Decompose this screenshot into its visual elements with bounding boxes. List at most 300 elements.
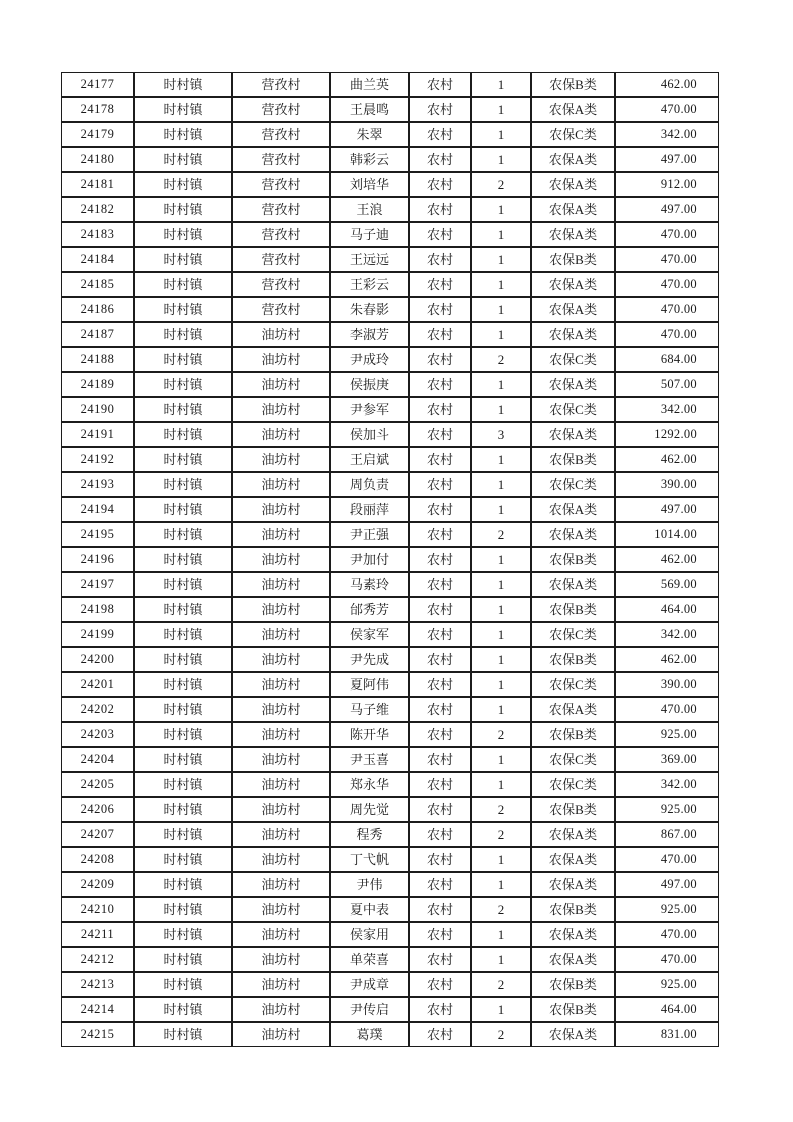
cell-name: 尹伟 xyxy=(330,872,409,897)
table-row xyxy=(61,922,719,947)
cell-count: 1 xyxy=(471,122,531,147)
cell-amount: 507.00 xyxy=(615,372,719,397)
table-row xyxy=(61,347,719,372)
cell-name: 夏中表 xyxy=(330,897,409,922)
cell-count: 1 xyxy=(471,472,531,497)
table-row xyxy=(61,797,719,822)
cell-residence: 农村 xyxy=(409,897,471,922)
cell-id: 24201 xyxy=(61,672,134,697)
cell-id: 24193 xyxy=(61,472,134,497)
cell-category: 农保A类 xyxy=(531,697,615,722)
cell-residence: 农村 xyxy=(409,672,471,697)
cell-town: 时村镇 xyxy=(134,747,232,772)
cell-residence: 农村 xyxy=(409,347,471,372)
cell-town: 时村镇 xyxy=(134,622,232,647)
table-row xyxy=(61,522,719,547)
cell-town: 时村镇 xyxy=(134,247,232,272)
cell-town: 时村镇 xyxy=(134,647,232,672)
table-row xyxy=(61,547,719,572)
cell-name: 尹正强 xyxy=(330,522,409,547)
cell-town: 时村镇 xyxy=(134,797,232,822)
cell-village: 油坊村 xyxy=(232,397,330,422)
cell-category: 农保B类 xyxy=(531,647,615,672)
cell-id: 24215 xyxy=(61,1022,134,1047)
cell-count: 1 xyxy=(471,272,531,297)
cell-town: 时村镇 xyxy=(134,97,232,122)
cell-name: 朱翠 xyxy=(330,122,409,147)
cell-town: 时村镇 xyxy=(134,472,232,497)
cell-town: 时村镇 xyxy=(134,197,232,222)
cell-count: 1 xyxy=(471,447,531,472)
cell-id: 24214 xyxy=(61,997,134,1022)
cell-name: 侯家用 xyxy=(330,922,409,947)
cell-town: 时村镇 xyxy=(134,722,232,747)
table-row xyxy=(61,422,719,447)
cell-residence: 农村 xyxy=(409,547,471,572)
cell-name: 郑永华 xyxy=(330,772,409,797)
cell-town: 时村镇 xyxy=(134,447,232,472)
cell-name: 程秀 xyxy=(330,822,409,847)
cell-residence: 农村 xyxy=(409,147,471,172)
cell-residence: 农村 xyxy=(409,772,471,797)
cell-village: 油坊村 xyxy=(232,1022,330,1047)
cell-residence: 农村 xyxy=(409,722,471,747)
cell-count: 1 xyxy=(471,147,531,172)
cell-amount: 497.00 xyxy=(615,872,719,897)
cell-village: 营孜村 xyxy=(232,272,330,297)
cell-residence: 农村 xyxy=(409,497,471,522)
cell-category: 农保A类 xyxy=(531,222,615,247)
cell-name: 尹加付 xyxy=(330,547,409,572)
cell-town: 时村镇 xyxy=(134,947,232,972)
table-row xyxy=(61,397,719,422)
cell-town: 时村镇 xyxy=(134,572,232,597)
cell-id: 24203 xyxy=(61,722,134,747)
cell-name: 王浪 xyxy=(330,197,409,222)
cell-residence: 农村 xyxy=(409,622,471,647)
cell-category: 农保A类 xyxy=(531,497,615,522)
table-row xyxy=(61,247,719,272)
cell-category: 农保A类 xyxy=(531,422,615,447)
cell-village: 营孜村 xyxy=(232,297,330,322)
cell-amount: 470.00 xyxy=(615,697,719,722)
cell-residence: 农村 xyxy=(409,997,471,1022)
cell-village: 油坊村 xyxy=(232,872,330,897)
cell-category: 农保C类 xyxy=(531,622,615,647)
cell-residence: 农村 xyxy=(409,122,471,147)
cell-amount: 342.00 xyxy=(615,122,719,147)
cell-category: 农保A类 xyxy=(531,97,615,122)
cell-category: 农保A类 xyxy=(531,172,615,197)
cell-town: 时村镇 xyxy=(134,147,232,172)
cell-village: 营孜村 xyxy=(232,247,330,272)
cell-count: 1 xyxy=(471,72,531,97)
cell-count: 2 xyxy=(471,797,531,822)
cell-count: 1 xyxy=(471,222,531,247)
cell-name: 李淑芳 xyxy=(330,322,409,347)
cell-town: 时村镇 xyxy=(134,422,232,447)
cell-town: 时村镇 xyxy=(134,847,232,872)
cell-name: 尹先成 xyxy=(330,647,409,672)
cell-residence: 农村 xyxy=(409,397,471,422)
table-row xyxy=(61,197,719,222)
table-row xyxy=(61,672,719,697)
insurance-roster-table xyxy=(61,72,719,1047)
table-row xyxy=(61,822,719,847)
cell-id: 24202 xyxy=(61,697,134,722)
cell-village: 油坊村 xyxy=(232,897,330,922)
cell-residence: 农村 xyxy=(409,922,471,947)
cell-village: 油坊村 xyxy=(232,547,330,572)
cell-village: 油坊村 xyxy=(232,972,330,997)
cell-town: 时村镇 xyxy=(134,497,232,522)
cell-town: 时村镇 xyxy=(134,672,232,697)
cell-category: 农保A类 xyxy=(531,147,615,172)
cell-town: 时村镇 xyxy=(134,322,232,347)
cell-residence: 农村 xyxy=(409,822,471,847)
cell-village: 油坊村 xyxy=(232,497,330,522)
cell-town: 时村镇 xyxy=(134,72,232,97)
cell-town: 时村镇 xyxy=(134,597,232,622)
cell-id: 24189 xyxy=(61,372,134,397)
cell-village: 油坊村 xyxy=(232,847,330,872)
cell-id: 24207 xyxy=(61,822,134,847)
cell-count: 1 xyxy=(471,247,531,272)
cell-count: 1 xyxy=(471,297,531,322)
cell-id: 24208 xyxy=(61,847,134,872)
cell-name: 尹传启 xyxy=(330,997,409,1022)
cell-amount: 470.00 xyxy=(615,322,719,347)
cell-category: 农保A类 xyxy=(531,822,615,847)
cell-count: 1 xyxy=(471,597,531,622)
table-row xyxy=(61,147,719,172)
cell-village: 油坊村 xyxy=(232,697,330,722)
cell-village: 油坊村 xyxy=(232,722,330,747)
cell-name: 马子迪 xyxy=(330,222,409,247)
cell-id: 24182 xyxy=(61,197,134,222)
cell-id: 24194 xyxy=(61,497,134,522)
cell-count: 3 xyxy=(471,422,531,447)
cell-name: 尹成玲 xyxy=(330,347,409,372)
cell-id: 24187 xyxy=(61,322,134,347)
cell-village: 油坊村 xyxy=(232,322,330,347)
cell-village: 油坊村 xyxy=(232,522,330,547)
table-row xyxy=(61,272,719,297)
cell-id: 24185 xyxy=(61,272,134,297)
cell-residence: 农村 xyxy=(409,747,471,772)
cell-count: 1 xyxy=(471,572,531,597)
table-row xyxy=(61,222,719,247)
cell-village: 油坊村 xyxy=(232,372,330,397)
cell-category: 农保C类 xyxy=(531,472,615,497)
cell-name: 曲兰英 xyxy=(330,72,409,97)
cell-amount: 684.00 xyxy=(615,347,719,372)
cell-id: 24184 xyxy=(61,247,134,272)
cell-amount: 925.00 xyxy=(615,797,719,822)
cell-village: 营孜村 xyxy=(232,72,330,97)
cell-count: 2 xyxy=(471,347,531,372)
cell-category: 农保C类 xyxy=(531,347,615,372)
cell-amount: 369.00 xyxy=(615,747,719,772)
table-row xyxy=(61,747,719,772)
cell-residence: 农村 xyxy=(409,272,471,297)
cell-town: 时村镇 xyxy=(134,772,232,797)
cell-name: 侯加斗 xyxy=(330,422,409,447)
table-row xyxy=(61,472,719,497)
table-row xyxy=(61,297,719,322)
table-row xyxy=(61,897,719,922)
cell-count: 1 xyxy=(471,622,531,647)
cell-name: 丁弋帆 xyxy=(330,847,409,872)
cell-amount: 464.00 xyxy=(615,597,719,622)
cell-village: 油坊村 xyxy=(232,822,330,847)
cell-id: 24183 xyxy=(61,222,134,247)
cell-category: 农保A类 xyxy=(531,872,615,897)
cell-village: 营孜村 xyxy=(232,172,330,197)
cell-village: 油坊村 xyxy=(232,347,330,372)
table-row xyxy=(61,972,719,997)
cell-category: 农保C类 xyxy=(531,397,615,422)
cell-amount: 497.00 xyxy=(615,497,719,522)
cell-category: 农保B类 xyxy=(531,547,615,572)
cell-amount: 867.00 xyxy=(615,822,719,847)
cell-name: 刘培华 xyxy=(330,172,409,197)
cell-amount: 470.00 xyxy=(615,97,719,122)
cell-residence: 农村 xyxy=(409,472,471,497)
cell-village: 油坊村 xyxy=(232,447,330,472)
cell-residence: 农村 xyxy=(409,322,471,347)
cell-amount: 470.00 xyxy=(615,297,719,322)
table-row xyxy=(61,572,719,597)
cell-name: 周负责 xyxy=(330,472,409,497)
cell-id: 24191 xyxy=(61,422,134,447)
cell-town: 时村镇 xyxy=(134,897,232,922)
cell-residence: 农村 xyxy=(409,72,471,97)
cell-residence: 农村 xyxy=(409,422,471,447)
cell-village: 油坊村 xyxy=(232,472,330,497)
cell-count: 2 xyxy=(471,722,531,747)
cell-amount: 390.00 xyxy=(615,672,719,697)
cell-residence: 农村 xyxy=(409,947,471,972)
cell-id: 24188 xyxy=(61,347,134,372)
cell-amount: 831.00 xyxy=(615,1022,719,1047)
cell-id: 24178 xyxy=(61,97,134,122)
cell-village: 油坊村 xyxy=(232,922,330,947)
cell-village: 油坊村 xyxy=(232,572,330,597)
cell-id: 24179 xyxy=(61,122,134,147)
table-row xyxy=(61,697,719,722)
table-row xyxy=(61,97,719,122)
cell-category: 农保A类 xyxy=(531,1022,615,1047)
cell-town: 时村镇 xyxy=(134,522,232,547)
cell-count: 1 xyxy=(471,697,531,722)
cell-town: 时村镇 xyxy=(134,347,232,372)
table-row xyxy=(61,722,719,747)
cell-count: 1 xyxy=(471,647,531,672)
cell-id: 24199 xyxy=(61,622,134,647)
cell-name: 葛璞 xyxy=(330,1022,409,1047)
cell-town: 时村镇 xyxy=(134,372,232,397)
table-row xyxy=(61,597,719,622)
cell-count: 1 xyxy=(471,322,531,347)
cell-amount: 390.00 xyxy=(615,472,719,497)
table-row xyxy=(61,997,719,1022)
cell-category: 农保A类 xyxy=(531,947,615,972)
cell-name: 侯家军 xyxy=(330,622,409,647)
cell-name: 王远远 xyxy=(330,247,409,272)
cell-category: 农保C类 xyxy=(531,122,615,147)
cell-id: 24192 xyxy=(61,447,134,472)
cell-name: 邰秀芳 xyxy=(330,597,409,622)
cell-id: 24211 xyxy=(61,922,134,947)
cell-category: 农保C类 xyxy=(531,772,615,797)
cell-category: 农保B类 xyxy=(531,997,615,1022)
cell-town: 时村镇 xyxy=(134,997,232,1022)
table-row xyxy=(61,372,719,397)
cell-town: 时村镇 xyxy=(134,172,232,197)
cell-category: 农保A类 xyxy=(531,372,615,397)
cell-town: 时村镇 xyxy=(134,972,232,997)
cell-amount: 497.00 xyxy=(615,147,719,172)
cell-count: 2 xyxy=(471,1022,531,1047)
cell-id: 24200 xyxy=(61,647,134,672)
cell-town: 时村镇 xyxy=(134,822,232,847)
table-row xyxy=(61,647,719,672)
cell-name: 马子维 xyxy=(330,697,409,722)
cell-town: 时村镇 xyxy=(134,397,232,422)
cell-name: 尹成章 xyxy=(330,972,409,997)
cell-id: 24205 xyxy=(61,772,134,797)
cell-amount: 342.00 xyxy=(615,622,719,647)
cell-count: 1 xyxy=(471,872,531,897)
cell-residence: 农村 xyxy=(409,447,471,472)
cell-residence: 农村 xyxy=(409,172,471,197)
cell-category: 农保C类 xyxy=(531,747,615,772)
cell-amount: 342.00 xyxy=(615,772,719,797)
cell-id: 24190 xyxy=(61,397,134,422)
cell-village: 油坊村 xyxy=(232,422,330,447)
cell-residence: 农村 xyxy=(409,297,471,322)
cell-name: 朱春影 xyxy=(330,297,409,322)
cell-category: 农保C类 xyxy=(531,672,615,697)
cell-amount: 470.00 xyxy=(615,272,719,297)
cell-count: 1 xyxy=(471,847,531,872)
cell-name: 王启斌 xyxy=(330,447,409,472)
table-row xyxy=(61,447,719,472)
cell-residence: 农村 xyxy=(409,197,471,222)
cell-residence: 农村 xyxy=(409,372,471,397)
cell-village: 油坊村 xyxy=(232,647,330,672)
cell-village: 油坊村 xyxy=(232,797,330,822)
cell-amount: 569.00 xyxy=(615,572,719,597)
cell-name: 马素玲 xyxy=(330,572,409,597)
cell-village: 油坊村 xyxy=(232,672,330,697)
cell-amount: 462.00 xyxy=(615,547,719,572)
cell-residence: 农村 xyxy=(409,847,471,872)
cell-village: 油坊村 xyxy=(232,747,330,772)
cell-category: 农保A类 xyxy=(531,322,615,347)
cell-amount: 470.00 xyxy=(615,922,719,947)
cell-amount: 462.00 xyxy=(615,647,719,672)
cell-village: 油坊村 xyxy=(232,622,330,647)
cell-amount: 470.00 xyxy=(615,947,719,972)
cell-category: 农保B类 xyxy=(531,72,615,97)
cell-id: 24212 xyxy=(61,947,134,972)
cell-town: 时村镇 xyxy=(134,547,232,572)
cell-count: 1 xyxy=(471,197,531,222)
table-row xyxy=(61,622,719,647)
cell-category: 农保A类 xyxy=(531,572,615,597)
cell-name: 陈开华 xyxy=(330,722,409,747)
cell-village: 营孜村 xyxy=(232,97,330,122)
cell-count: 1 xyxy=(471,97,531,122)
cell-residence: 农村 xyxy=(409,697,471,722)
cell-amount: 925.00 xyxy=(615,722,719,747)
cell-village: 油坊村 xyxy=(232,597,330,622)
cell-category: 农保B类 xyxy=(531,897,615,922)
cell-category: 农保A类 xyxy=(531,847,615,872)
cell-town: 时村镇 xyxy=(134,922,232,947)
cell-residence: 农村 xyxy=(409,797,471,822)
cell-village: 营孜村 xyxy=(232,222,330,247)
cell-category: 农保B类 xyxy=(531,972,615,997)
cell-count: 1 xyxy=(471,547,531,572)
cell-count: 1 xyxy=(471,747,531,772)
cell-name: 夏阿伟 xyxy=(330,672,409,697)
cell-id: 24206 xyxy=(61,797,134,822)
cell-category: 农保A类 xyxy=(531,297,615,322)
table-row xyxy=(61,872,719,897)
cell-residence: 农村 xyxy=(409,597,471,622)
cell-town: 时村镇 xyxy=(134,297,232,322)
table-row xyxy=(61,847,719,872)
cell-name: 尹参军 xyxy=(330,397,409,422)
table-row xyxy=(61,122,719,147)
cell-count: 1 xyxy=(471,997,531,1022)
cell-id: 24196 xyxy=(61,547,134,572)
cell-count: 1 xyxy=(471,772,531,797)
cell-residence: 农村 xyxy=(409,522,471,547)
cell-amount: 462.00 xyxy=(615,447,719,472)
cell-category: 农保B类 xyxy=(531,797,615,822)
cell-id: 24198 xyxy=(61,597,134,622)
cell-amount: 925.00 xyxy=(615,897,719,922)
cell-name: 王晨鸣 xyxy=(330,97,409,122)
cell-count: 1 xyxy=(471,947,531,972)
cell-name: 韩彩云 xyxy=(330,147,409,172)
cell-count: 2 xyxy=(471,822,531,847)
cell-amount: 464.00 xyxy=(615,997,719,1022)
cell-category: 农保A类 xyxy=(531,922,615,947)
cell-count: 1 xyxy=(471,397,531,422)
cell-town: 时村镇 xyxy=(134,1022,232,1047)
cell-id: 24180 xyxy=(61,147,134,172)
cell-category: 农保B类 xyxy=(531,597,615,622)
cell-amount: 462.00 xyxy=(615,72,719,97)
cell-amount: 470.00 xyxy=(615,247,719,272)
cell-residence: 农村 xyxy=(409,572,471,597)
cell-residence: 农村 xyxy=(409,872,471,897)
cell-residence: 农村 xyxy=(409,97,471,122)
cell-count: 1 xyxy=(471,497,531,522)
cell-village: 营孜村 xyxy=(232,122,330,147)
cell-count: 2 xyxy=(471,522,531,547)
table-row xyxy=(61,322,719,347)
cell-id: 24195 xyxy=(61,522,134,547)
cell-amount: 470.00 xyxy=(615,222,719,247)
cell-id: 24204 xyxy=(61,747,134,772)
cell-category: 农保B类 xyxy=(531,247,615,272)
